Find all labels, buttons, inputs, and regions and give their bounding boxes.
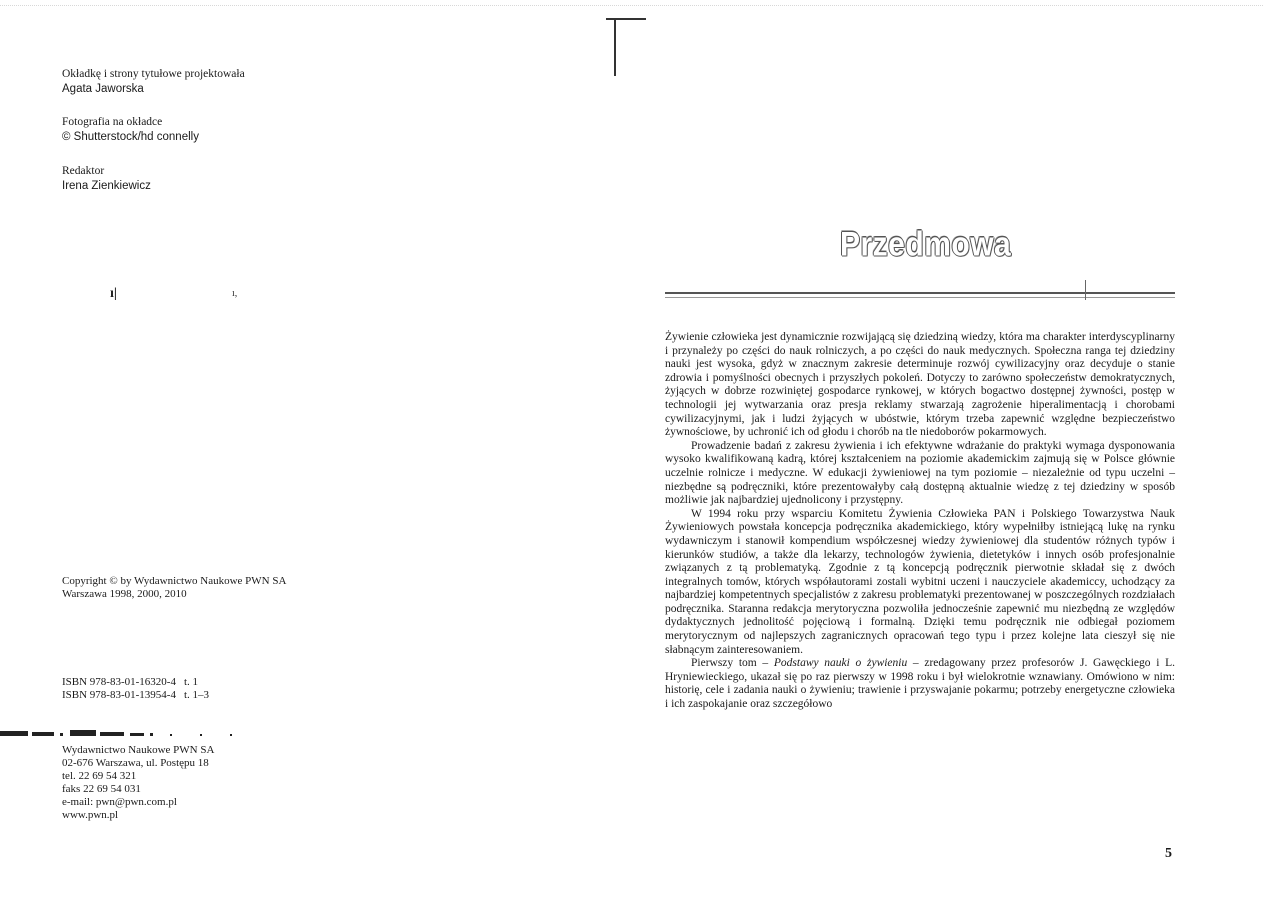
paragraph: Żywienie człowieka jest dynamicznie rozwijającą się dziedziną wiedzy, która ma charakter interdyscyplinarny i przynależy po części do nauk rolniczych, a po części do nauk medycznych. Społeczna ranga tej dziedziny nauki jest wysoka, gdyż w znacznym zakresie determinuje rozwój cywilizacyjny oraz decyduje o stanie zdrowia i pomyślności obecnych i przyszłych pokoleń. Dotyczy to zarówno społeczeństw demokratycznych, żyjących w dobrze rozwiniętej gospodarce rynkowej, w których bogactwo dostępnej żywności, postęp w technologii jej wytwarzania oraz presja reklamy stwarzają zagrożenie hiperalimentacją i chorobami cywilizacyjnymi, jak i ludzi żyjących w ubóstwie, którym trzeba zapewnić względne bezpieczeństwo żywnościowe, by uchronić ich od głodu i chorób na tle niedoborów pokarmowych. bbox=[665, 331, 1175, 439]
credit-cover-design bbox=[62, 67, 245, 97]
address-line: www.pwn.pl bbox=[62, 809, 119, 821]
isbn-tome: t. 1–3 bbox=[183, 689, 210, 701]
isbn-line bbox=[62, 689, 209, 702]
credit-value: © Shutterstock/hd connelly bbox=[62, 131, 199, 143]
scan-smudge: ı| bbox=[110, 286, 117, 301]
book-title: Podstawy nauki o żywieniu bbox=[773, 657, 908, 670]
paragraph bbox=[665, 657, 1175, 711]
paragraph: Prowadzenie badań z zakresu żywienia i ich efektywne wdrażanie do praktyki wymaga dysponowania wysoko kwalifikowaną kadrą, której kształceniem na poziomie akademickim zajmują się w Polsce głównie uczelnie rolnicze i medyczne. W edukacji żywieniowej na tym poziomie – niezależnie od typu uczelni – niezbędne są podręczniki, które prezentowałyby całą dostępną aktualnie wiedzę z tej dziedziny w sposób możliwie jak najbardziej ujednolicony i przystępny. bbox=[665, 439, 1175, 507]
publisher-address bbox=[62, 744, 214, 822]
copyright-notice bbox=[62, 575, 286, 601]
credit-editor bbox=[62, 164, 151, 194]
isbn-tome: t. 1 bbox=[183, 676, 199, 688]
isbn-number: ISBN 978-83-01-16320-4 bbox=[62, 676, 176, 688]
address-line: 02-676 Warszawa, ul. Postępu 18 bbox=[62, 757, 209, 769]
address-line: faks 22 69 54 031 bbox=[62, 783, 141, 795]
paragraph-text: Pierwszy tom – bbox=[691, 657, 774, 670]
scan-smudge: ı, bbox=[232, 288, 238, 299]
rule-mark bbox=[1085, 280, 1086, 300]
credit-label: Okładkę i strony tytułowe projektowała bbox=[62, 68, 245, 80]
address-line: e-mail: pwn@pwn.com.pl bbox=[62, 796, 177, 808]
credit-cover-photo bbox=[62, 115, 199, 145]
address-line: tel. 22 69 54 321 bbox=[62, 770, 137, 782]
page-title: Przedmowa bbox=[840, 225, 1012, 264]
copyright-line: Warszawa 1998, 2000, 2010 bbox=[62, 588, 187, 600]
preface-body bbox=[665, 331, 1175, 712]
address-line: Wydawnictwo Naukowe PWN SA bbox=[62, 744, 215, 756]
scan-noise bbox=[0, 728, 260, 738]
credit-label: Fotografia na okładce bbox=[62, 116, 163, 128]
paragraph: W 1994 roku przy wsparciu Komitetu Żywienia Człowieka PAN i Polskiego Towarzystwa Nauk Żywieniowych powstała koncepcja podręcznika akademickiego, który wypełniłby istniejącą lukę na rynku wydawniczym i stanowił kompendium współczesnej wiedzy żywieniowej dla studentów różnych typów i kierunków studiów, a także dla lekarzy, technologów żywienia, dietetyków i innych osób profesjonalnie związanych z tą problematyką. Zgodnie z tą koncepcją podręcznik pierwotnie składał się z dwóch integralnych tomów, których współautorami zostali wybitni uczeni i nauczyciele akademiccy, uchodzący za najbardziej kompetentnych specjalistów z zakresu problematyki prezentowanej w poszczególnych rozdziałach podręcznika. Staranna redakcja merytoryczna pozwoliła jednocześnie zapewnić mu niezbędną ze względów dydaktycznych jednolitość pojęciową i formalną. Dzięki temu podręcznik nie odbiegał poziomem merytorycznym od najlepszych zagranicznych opracowań tego typu i przez kolejne lata cieszył się nie słabnącym zainteresowaniem. bbox=[665, 507, 1175, 656]
credit-value: Agata Jaworska bbox=[62, 83, 144, 95]
page-number: 5 bbox=[1165, 846, 1172, 861]
title-rule bbox=[665, 292, 1175, 298]
isbn-number: ISBN 978-83-01-13954-4 bbox=[62, 689, 176, 701]
credit-value: Irena Zienkiewicz bbox=[62, 180, 151, 192]
credit-label: Redaktor bbox=[62, 165, 105, 177]
copyright-line: Copyright © by Wydawnictwo Naukowe PWN SA bbox=[62, 575, 287, 587]
isbn-line bbox=[62, 676, 209, 689]
paragraph-text: – zredagowany przez profesorów J. Gawęckiego i L. Hryniewieckiego, ukazał się po raz pierwszy w 1998 roku i był wielokrotnie wznawiany. Omówiono w nim: historię, cele i zadania nauki o żywieniu; trawienie i przyswajanie pokarmu; potrzeby energetyczne człowieka i ich zaspokajanie oraz szczegółowo bbox=[665, 657, 1176, 711]
isbn-block bbox=[62, 676, 209, 702]
